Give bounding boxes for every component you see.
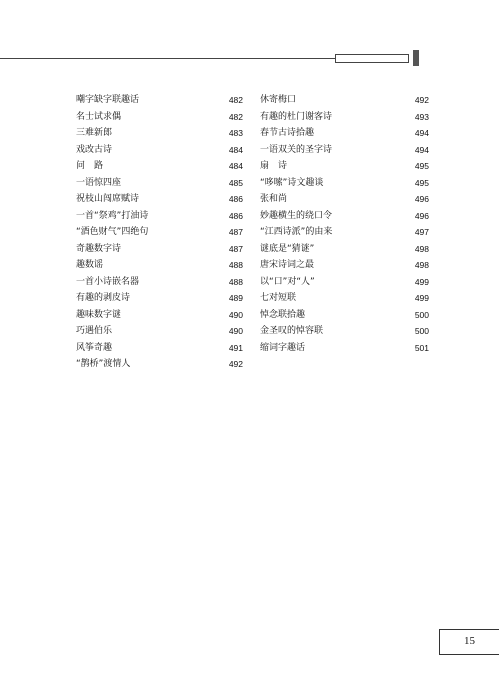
toc-entry[interactable] bbox=[76, 109, 243, 126]
toc-entry-title: 谜底是“猜谜” bbox=[260, 243, 315, 254]
toc-entry-page: 482 bbox=[228, 95, 243, 105]
toc-entry-page: 496 bbox=[414, 194, 429, 204]
toc-entry[interactable] bbox=[260, 142, 429, 159]
toc-entry-title: 奇趣数字诗 bbox=[76, 243, 122, 254]
toc-entry[interactable] bbox=[76, 142, 243, 159]
toc-entry-page: 500 bbox=[414, 309, 429, 320]
toc-right-column bbox=[260, 92, 429, 356]
toc-entry-page: 498 bbox=[414, 260, 429, 270]
toc-entry-page: 489 bbox=[228, 293, 243, 303]
toc-entry[interactable] bbox=[260, 307, 429, 324]
toc-entry-page: 501 bbox=[414, 342, 429, 353]
toc-entry-title: 一语惊四座 bbox=[76, 177, 122, 188]
toc-entry-page: 499 bbox=[414, 276, 429, 287]
toc-entry[interactable] bbox=[260, 274, 429, 291]
toc-entry-page: 487 bbox=[228, 243, 243, 254]
toc-entry[interactable] bbox=[76, 158, 243, 175]
toc-entry-title: 名士试求偶 bbox=[76, 111, 122, 122]
toc-entry-page: 482 bbox=[228, 111, 243, 122]
toc-entry[interactable] bbox=[76, 241, 243, 258]
toc-entry-title: 以“口”对“人” bbox=[260, 276, 315, 287]
toc-entry-title: 唐宋诗词之最 bbox=[260, 260, 315, 270]
toc-entry[interactable] bbox=[260, 125, 429, 142]
toc-entry[interactable] bbox=[76, 340, 243, 357]
toc-entry[interactable] bbox=[76, 356, 243, 373]
toc-entry[interactable] bbox=[260, 158, 429, 175]
toc-entry[interactable] bbox=[76, 191, 243, 208]
toc-entry-title: 张和尚 bbox=[260, 194, 288, 204]
toc-entry-title: “江西诗派”的由来 bbox=[260, 227, 333, 237]
toc-entry[interactable] bbox=[260, 208, 429, 225]
toc-entry[interactable] bbox=[76, 274, 243, 291]
toc-entry-title: 七对短联 bbox=[260, 293, 297, 303]
toc-entry-page: 498 bbox=[414, 243, 429, 254]
toc-entry[interactable] bbox=[76, 290, 243, 307]
toc-entry-page: 490 bbox=[228, 326, 243, 336]
toc-entry-title: 春节古诗拾趣 bbox=[260, 128, 315, 138]
toc-entry-title: 悼念联拾趣 bbox=[260, 309, 306, 320]
toc-entry-page: 488 bbox=[228, 276, 243, 287]
toc-entry-page: 493 bbox=[414, 111, 429, 122]
toc-entry-title: 有趣的杜门谢客诗 bbox=[260, 111, 333, 122]
toc-entry-page: 484 bbox=[228, 144, 243, 155]
page-number-box bbox=[439, 629, 499, 655]
toc-entry-title: “鹊桥”渡情人 bbox=[76, 359, 131, 369]
toc-entry-page: 485 bbox=[228, 177, 243, 188]
toc-entry[interactable] bbox=[260, 175, 429, 192]
toc-entry-title: 有趣的剥皮诗 bbox=[76, 293, 131, 303]
page-number: 15 bbox=[464, 635, 475, 647]
toc-entry-page: 491 bbox=[228, 342, 243, 353]
toc-entry-title: 风筝奇趣 bbox=[76, 342, 113, 353]
toc-entry[interactable] bbox=[260, 257, 429, 274]
toc-entry[interactable] bbox=[76, 92, 243, 109]
toc-entry-page: 486 bbox=[228, 210, 243, 221]
toc-entry-page: 500 bbox=[414, 326, 429, 336]
toc-entry-title: 嘲字缺字联趣话 bbox=[76, 95, 140, 105]
toc-entry-title: 一首小诗嵌名器 bbox=[76, 276, 140, 287]
toc-entry[interactable] bbox=[76, 307, 243, 324]
toc-entry-title: 祝枝山闯席赋诗 bbox=[76, 194, 140, 204]
toc-entry[interactable] bbox=[260, 290, 429, 307]
toc-entry-page: 492 bbox=[414, 95, 429, 105]
toc-entry-title: “酒色财气”四绝句 bbox=[76, 227, 149, 237]
toc-entry-page: 499 bbox=[414, 293, 429, 303]
toc-entry[interactable] bbox=[260, 224, 429, 241]
header-rule-tab bbox=[413, 50, 419, 66]
toc-entry-page: 488 bbox=[228, 260, 243, 270]
toc-entry[interactable] bbox=[76, 125, 243, 142]
toc-entry-title: 巧遇伯乐 bbox=[76, 326, 113, 336]
toc-entry-page: 494 bbox=[414, 128, 429, 138]
toc-entry[interactable] bbox=[260, 241, 429, 258]
toc-entry-title: 休寄梅口 bbox=[260, 95, 297, 105]
toc-left-column bbox=[76, 92, 243, 373]
toc-entry-title: 问 路 bbox=[76, 161, 104, 171]
toc-entry-title: 一语双关的圣字诗 bbox=[260, 144, 333, 155]
toc-entry[interactable] bbox=[76, 208, 243, 225]
toc-entry[interactable] bbox=[76, 224, 243, 241]
toc-entry-page: 495 bbox=[414, 161, 429, 171]
toc-entry[interactable] bbox=[260, 340, 429, 357]
toc-entry-page: 496 bbox=[414, 210, 429, 221]
toc-entry-title: 妙趣横生的绕口令 bbox=[260, 210, 333, 221]
toc-entry-title: 三难新郎 bbox=[76, 128, 113, 138]
toc-entry[interactable] bbox=[260, 92, 429, 109]
toc-entry-page: 487 bbox=[228, 227, 243, 237]
header-rule-box bbox=[335, 54, 409, 63]
toc-entry[interactable] bbox=[260, 191, 429, 208]
toc-entry-title: 一首“祭鸡”打油诗 bbox=[76, 210, 149, 221]
header-rule-line bbox=[0, 58, 335, 59]
toc-entry-page: 494 bbox=[414, 144, 429, 155]
toc-entry-page: 486 bbox=[228, 194, 243, 204]
toc-entry-page: 490 bbox=[228, 309, 243, 320]
toc-entry-title: 扇 诗 bbox=[260, 161, 288, 171]
toc-entry[interactable] bbox=[76, 323, 243, 340]
toc-entry-title: 戏改古诗 bbox=[76, 144, 113, 155]
toc-entry-title: “哆嗦”诗文趣谈 bbox=[260, 177, 324, 188]
toc-entry-title: 金圣叹的悼容联 bbox=[260, 326, 324, 336]
toc-entry-page: 495 bbox=[414, 177, 429, 188]
toc-entry[interactable] bbox=[260, 109, 429, 126]
toc-entry-title: 趣味数字谜 bbox=[76, 309, 122, 320]
toc-entry-page: 483 bbox=[228, 128, 243, 138]
header-rule-decoration bbox=[0, 54, 419, 64]
toc-entry[interactable] bbox=[76, 175, 243, 192]
toc-entry[interactable] bbox=[76, 257, 243, 274]
toc-entry[interactable] bbox=[260, 323, 429, 340]
toc-entry-page: 497 bbox=[414, 227, 429, 237]
toc-entry-page: 484 bbox=[228, 161, 243, 171]
toc-entry-title: 趣数谣 bbox=[76, 260, 104, 270]
toc-entry-page: 492 bbox=[228, 359, 243, 369]
toc-entry-title: 缩词字趣话 bbox=[260, 342, 306, 353]
